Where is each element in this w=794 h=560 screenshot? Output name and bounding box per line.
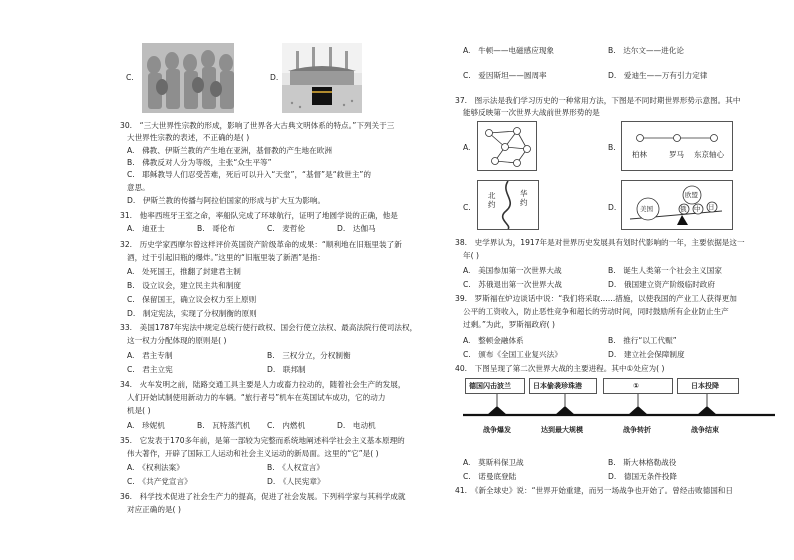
timeline-box-blank bbox=[603, 378, 673, 394]
q39-stem-line3: 过剩。”为此，罗斯福政府( ) bbox=[463, 320, 556, 329]
axis-node-tokyo: 东京轴心 bbox=[694, 150, 724, 159]
q37-diagram-d-multipolar bbox=[621, 180, 733, 230]
q34-option-c[interactable]: C. 内燃机 bbox=[267, 421, 306, 430]
russia-label: 俄 bbox=[680, 205, 687, 213]
q30-stem-line2: 大世界性宗教的表述，不正确的是( ) bbox=[127, 133, 250, 142]
q29-option-c: C. bbox=[126, 73, 134, 82]
q35-option-b[interactable]: B. 《人权宣言》 bbox=[267, 463, 324, 472]
q31-option-a[interactable]: A. 迪亚士 bbox=[127, 224, 165, 233]
q34-option-b[interactable]: B. 瓦特蒸汽机 bbox=[197, 421, 251, 430]
q30-option-d[interactable]: D. 伊斯兰教的传播与阿拉伯国家的形成与扩大互为影响。 bbox=[127, 196, 326, 205]
q36-option-d[interactable]: D. 爱迪生——万有引力定律 bbox=[608, 71, 708, 80]
q37-diagram-a-network bbox=[477, 121, 537, 171]
china-label: 中 bbox=[694, 205, 701, 213]
q32-option-a[interactable]: A. 处死国王，推翻了封建君主制 bbox=[127, 267, 241, 276]
q30-option-c-line1[interactable]: C. 耶稣教导人们忍受苦难，死后可以升入“天堂”，“基督”是“救世主”的 bbox=[127, 170, 371, 179]
q37-diagram-b-axis bbox=[621, 121, 733, 171]
japan-label: 日 bbox=[708, 203, 715, 211]
axis-lines bbox=[622, 122, 732, 170]
q30-stem-line1: 30. “三大世界性宗教的形成，影响了世界各大古典文明体系的特点。”下列关于三 bbox=[120, 121, 395, 130]
terracotta-army-photo bbox=[142, 43, 234, 113]
q35-option-c[interactable]: C. 《共产党宣言》 bbox=[127, 477, 192, 486]
q38-option-c[interactable]: C. 苏俄退出第一次世界大战 bbox=[463, 280, 562, 289]
q37-stem-line2: 能够反映第一次世界大战前世界形势的是 bbox=[463, 108, 600, 117]
q39-option-a[interactable]: A. 整顿金融体系 bbox=[463, 336, 524, 345]
q39-stem-line1: 39. 罗斯福在炉边谈话中说：“我们将采取……措施，以使我国的产业工人获得更加 bbox=[455, 294, 737, 303]
timeline-box-poland bbox=[465, 378, 525, 394]
timeline-box-pearl-harbor bbox=[529, 378, 597, 394]
nato-label: 北约 bbox=[488, 191, 496, 209]
q40-option-a[interactable]: A. 莫斯科保卫战 bbox=[463, 458, 524, 467]
q33-option-d[interactable]: D. 联邦制 bbox=[267, 365, 306, 374]
kaaba-mosque-photo bbox=[282, 43, 362, 113]
box-text-blank: ① bbox=[633, 382, 639, 390]
q30-option-b[interactable]: B. 佛教反对人分为等级，主张“众生平等” bbox=[127, 158, 272, 167]
q34-stem-line3: 机是( ) bbox=[127, 406, 151, 415]
q34-option-a[interactable]: A. 珍妮机 bbox=[127, 421, 165, 430]
q32-option-c[interactable]: C. 保留国王，确立议会权力至上原则 bbox=[127, 295, 257, 304]
stage-end: 战争结束 bbox=[691, 426, 719, 434]
q30-option-a[interactable]: A. 佛教、伊斯兰教的产生地在亚洲，基督教的产生地在欧洲 bbox=[127, 146, 332, 155]
q39-option-c[interactable]: C. 颁布《全国工业复兴法》 bbox=[463, 350, 562, 359]
q35-option-d[interactable]: D. 《人民宪章》 bbox=[267, 477, 325, 486]
multipolar-shapes bbox=[622, 181, 732, 229]
stage-outbreak: 战争爆发 bbox=[483, 426, 511, 434]
q41-stem: 41. 《新全球史》说：“世界开始重建，而另一场战争也开始了。曾经击败德国和日 bbox=[455, 486, 733, 495]
q39-option-d[interactable]: D. 建立社会保障制度 bbox=[608, 350, 685, 359]
q38-option-b[interactable]: B. 诞生人类第一个社会主义国家 bbox=[608, 266, 722, 275]
q38-stem-line2: 年( ) bbox=[463, 251, 479, 260]
timeline-box-japan-surrender bbox=[677, 378, 739, 394]
q39-option-b[interactable]: B. 推行“以工代赈” bbox=[608, 336, 677, 345]
axis-node-rome: 罗马 bbox=[669, 150, 684, 159]
q40-option-b[interactable]: B. 斯大林格勒战役 bbox=[608, 458, 677, 467]
q33-option-c[interactable]: C. 君主立宪 bbox=[127, 365, 173, 374]
box-text-poland: 德国闪击波兰 bbox=[469, 382, 511, 390]
q40-timeline bbox=[463, 378, 778, 444]
q31-option-b[interactable]: B. 哥伦布 bbox=[197, 224, 235, 233]
q29-option-d: D. bbox=[270, 73, 279, 82]
q35-option-a[interactable]: A. 《权利法案》 bbox=[127, 463, 184, 472]
q39-stem-line2: 公平的工资收入，防止恶性竞争和超长的劳动时间，同时鼓励所有企业防止生产 bbox=[463, 307, 729, 316]
usa-label: 美国 bbox=[640, 205, 653, 213]
box-text-japan-surrender: 日本投降 bbox=[691, 382, 719, 390]
q31-stem: 31. 他率西班牙王室之命，率船队完成了环球航行，证明了地圆学说的正确，他是 bbox=[120, 211, 398, 220]
q40-option-d[interactable]: D. 德国无条件投降 bbox=[608, 472, 678, 481]
divider-curve bbox=[478, 181, 538, 229]
warsaw-pact-label: 华约 bbox=[520, 189, 528, 207]
q37-option-c-label[interactable]: C. bbox=[463, 203, 471, 212]
q32-option-d[interactable]: D. 制定宪法，实现了分权制衡的原则 bbox=[127, 309, 257, 318]
q31-option-c[interactable]: C. 麦哲伦 bbox=[267, 224, 306, 233]
q36-option-b[interactable]: B. 达尔文——进化论 bbox=[608, 46, 684, 55]
q33-option-b[interactable]: B. 三权分立，分权制衡 bbox=[267, 351, 351, 360]
q36-stem-line2: 对应正确的是( ) bbox=[127, 505, 181, 514]
q31-option-d[interactable]: D. 达伽马 bbox=[337, 224, 376, 233]
q37-option-d-label[interactable]: D. bbox=[608, 203, 617, 212]
q34-stem-line1: 34. 火车发明之前，陆路交通工具主要是人力或畜力拉动的，随着社会生产的发展， bbox=[120, 380, 406, 389]
q32-stem-line2: 酒，过于引起旧瓶的爆炸。”这里的“旧瓶里装了新酒”是指： bbox=[127, 253, 325, 262]
q36-stem-line1: 36. 科学技术促进了社会生产力的提高，促进了社会发展。下列科学家与其科学成就 bbox=[120, 492, 406, 501]
q36-option-c[interactable]: C. 爱因斯坦——圆周率 bbox=[463, 71, 547, 80]
q37-option-b-label[interactable]: B. bbox=[608, 143, 616, 152]
q38-option-a[interactable]: A. 美国参加第一次世界大战 bbox=[463, 266, 562, 275]
q32-stem-line1: 32. 历史学家西摩尔曾这样评价英国资产阶级革命的成果：“顺利地在旧瓶里装了新 bbox=[120, 240, 402, 249]
q33-stem-line2: 这一权力分配体现的原则是( ) bbox=[127, 336, 227, 345]
q38-option-d[interactable]: D. 俄国建立资产阶级临时政府 bbox=[608, 280, 715, 289]
q37-diagram-c-cold-war bbox=[477, 180, 539, 230]
q35-stem-line2: 伟大著作，开辟了国际工人运动和社会主义运动的新局面。这里的“它”是( ) bbox=[127, 449, 379, 458]
q34-option-d[interactable]: D. 电动机 bbox=[337, 421, 376, 430]
eu-label: 欧盟 bbox=[685, 191, 698, 199]
q33-stem-line1: 33. 美国1787年宪法中规定总统行使行政权、国会行使立法权、最高法院行使司法权， bbox=[120, 323, 418, 332]
axis-node-berlin: 柏林 bbox=[632, 150, 647, 159]
q35-stem-line1: 35. 它发表于170多年前，是第一部较为完整而系统地阐述科学社会主义基本原理的 bbox=[120, 436, 405, 445]
stage-turning-point: 战争转折 bbox=[623, 426, 651, 434]
q40-option-c[interactable]: C. 诺曼底登陆 bbox=[463, 472, 517, 481]
q37-option-a-label[interactable]: A. bbox=[463, 143, 471, 152]
q33-option-a[interactable]: A. 君主专制 bbox=[127, 351, 173, 360]
q36-option-a[interactable]: A. 牛顿——电磁感应现象 bbox=[463, 46, 555, 55]
q34-stem-line2: 人们开始试制使用新动力的车辆。“旅行者号”机车在英国试车成功，它的动力 bbox=[127, 393, 386, 402]
stage-max-scale: 达到最大规模 bbox=[541, 426, 583, 434]
q38-stem-line1: 38. 史学界认为，1917年是对世界历史发展具有划时代影响的一年，主要依据是这一 bbox=[455, 238, 745, 247]
q40-stem: 40. 下图呈现了第二次世界大战的主要进程。其中①处应为( ) bbox=[455, 364, 665, 373]
q37-stem-line1: 37. 图示法是我们学习历史的一种常用方法，下图是不同时期世界形势示意图。其中 bbox=[455, 96, 741, 105]
box-text-pearl-harbor: 日本偷袭珍珠港 bbox=[533, 382, 582, 390]
q32-option-b[interactable]: B. 设立议会，建立民主共和制度 bbox=[127, 281, 241, 290]
q30-option-c-line2: 意思。 bbox=[127, 183, 150, 192]
